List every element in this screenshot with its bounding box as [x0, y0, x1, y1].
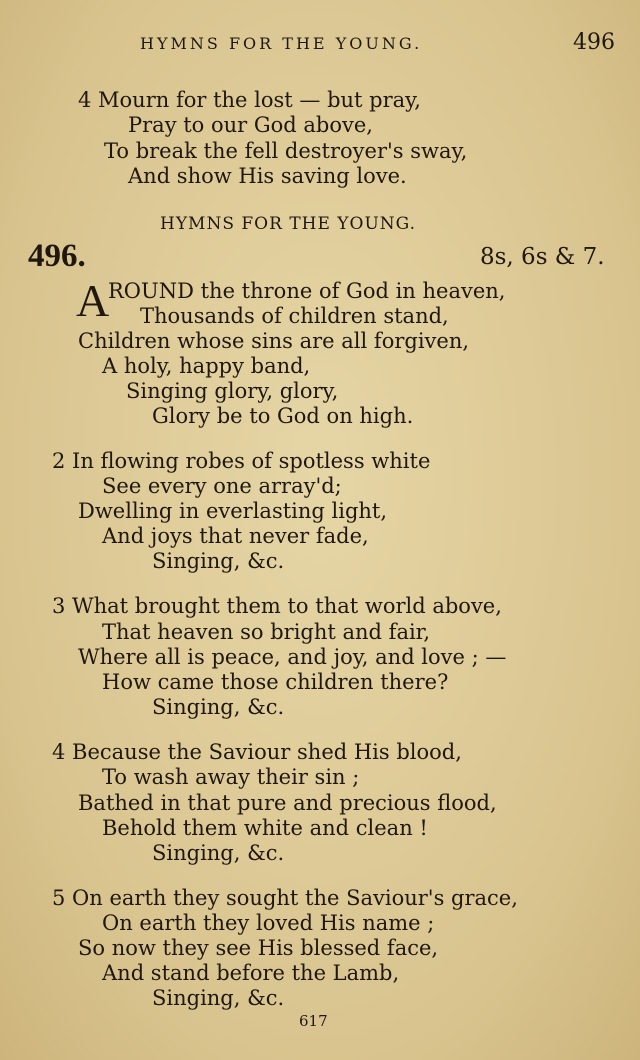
verse-line: How came those children there? [102, 670, 449, 694]
verse-line: Singing, &c. [152, 549, 285, 573]
verse-line: Glory be to God on high. [152, 404, 414, 428]
verse-line: 3 What brought them to that world above, [52, 594, 502, 618]
section-title: HYMNS FOR THE YOUNG. [160, 214, 417, 234]
prev-verse-line: 4 Mourn for the lost — but pray, [78, 88, 421, 112]
verse-line: Singing, &c. [152, 986, 285, 1010]
prev-verse-line: Pray to our God above, [128, 113, 373, 137]
prev-verse-line: To break the fell destroyer's sway, [104, 139, 468, 163]
running-head: HYMNS FOR THE YOUNG. [140, 34, 423, 53]
verse-line: A holy, happy band, [102, 354, 311, 378]
drop-cap: A [76, 275, 110, 326]
hymn-page-number: 496 [573, 30, 615, 55]
verse-line: Thousands of children stand, [140, 304, 449, 328]
verse-line: Singing glory, glory, [126, 379, 339, 403]
verse-line: Dwelling in everlasting light, [78, 499, 388, 523]
hymn-number: 496. [28, 238, 86, 274]
verse-line: So now they see His blessed face, [78, 936, 439, 960]
verse-line: See every one array'd; [102, 474, 342, 498]
verse-line: Singing, &c. [152, 841, 285, 865]
verse-line: Singing, &c. [152, 695, 285, 719]
verse-line: Where all is peace, and joy, and love ; — [78, 645, 507, 669]
verse-line: On earth they loved His name ; [102, 911, 435, 935]
verse-line: And stand before the Lamb, [102, 961, 400, 985]
verse-line: And joys that never fade, [102, 524, 369, 548]
verse-line: That heaven so bright and fair, [102, 620, 431, 644]
folio-number: 617 [299, 1012, 328, 1030]
hymn-meter: 8s, 6s & 7. [480, 244, 605, 270]
verse-line: 5 On earth they sought the Saviour's grace, [52, 886, 518, 910]
verse-line: 4 Because the Saviour shed His blood, [52, 740, 462, 764]
verse-line: Bathed in that pure and precious flood, [78, 791, 497, 815]
prev-verse-line: And show His saving love. [128, 164, 407, 188]
verse-line: To wash away their sin ; [102, 765, 360, 789]
verse-line: Behold them white and clean ! [102, 816, 428, 840]
verse-line: Children whose sins are all forgiven, [78, 329, 470, 353]
verse-line: ROUND the throne of God in heaven, [108, 279, 506, 303]
verse-line: 2 In flowing robes of spotless white [52, 449, 431, 473]
